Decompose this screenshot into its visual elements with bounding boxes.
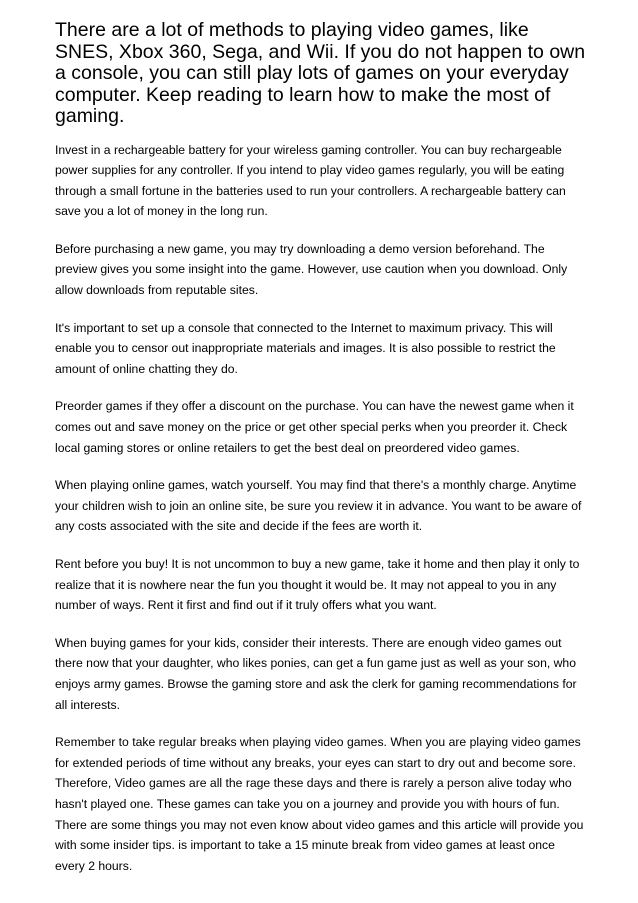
document-title: There are a lot of methods to playing video games, like SNES, Xbox 360, Sega, and Wii. If you do not happen to own a console, you can still play lots of games on your everyday computer. Keep reading to learn how to make the most of gaming.: [55, 19, 586, 127]
paragraph-online: When playing online games, watch yourself. You may find that there's a monthly charge. Anytime your children wish to join an online site, be sure you review it in advance. You want to be aware of any costs associated with the site and decide if the fees are worth it.: [55, 478, 582, 534]
paragraph-battery: Invest in a rechargeable battery for your wireless gaming controller. You can buy rechargeable power supplies for any controller. If you intend to play video games regularly, you will be eating through a small fortune in the batteries used to run your controllers. A rechargeable battery can save you a lot of money in the long run.: [55, 142, 566, 219]
paragraph-kids: When buying games for your kids, consider their interests. There are enough video games out there now that your daughter, who likes ponies, can get a fun game just as well as your son, who enjoys army games. Browse the gaming store and ask the clerk for gaming recommendations for all interests.: [55, 635, 577, 712]
paragraph-preorder: Preorder games if they offer a discount on the purchase. You can have the newest game when it comes out and save money on the price or get other special perks when you preorder it. Check local gaming stores or online retailers to get the best deal on preordered video games.: [55, 399, 574, 455]
paragraph-rent: Rent before you buy! It is not uncommon to buy a new game, take it home and then play it only to realize that it is nowhere near the fun you thought it would be. It may not appeal to you in any number of ways. Rent it first and find out if it truly offers what you want.: [55, 557, 580, 613]
paragraph-demo: Before purchasing a new game, you may try downloading a demo version beforehand. The preview gives you some insight into the game. However, use caution when you download. Only allow downloads from reputable sites.: [55, 241, 568, 298]
paragraph-breaks: Remember to take regular breaks when playing video games. When you are playing video games for extended periods of time without any breaks, your eyes can start to dry out and become sore. Therefore, Video games are all the rage these days and there is rarely a person alive today who hasn't played one. These games can take you on a journey and provide you with hours of fun. There are some things you may not even know about video games and this article will provide you with some insider tips. is important to take a 15 minute break from video games at least once every 2 hours.: [55, 735, 584, 873]
paragraph-privacy: It's important to set up a console that connected to the Internet to maximum privacy. This will enable you to censor out inappropriate materials and images. It is also possible to restrict the amount of online chatting they do.: [55, 320, 556, 376]
